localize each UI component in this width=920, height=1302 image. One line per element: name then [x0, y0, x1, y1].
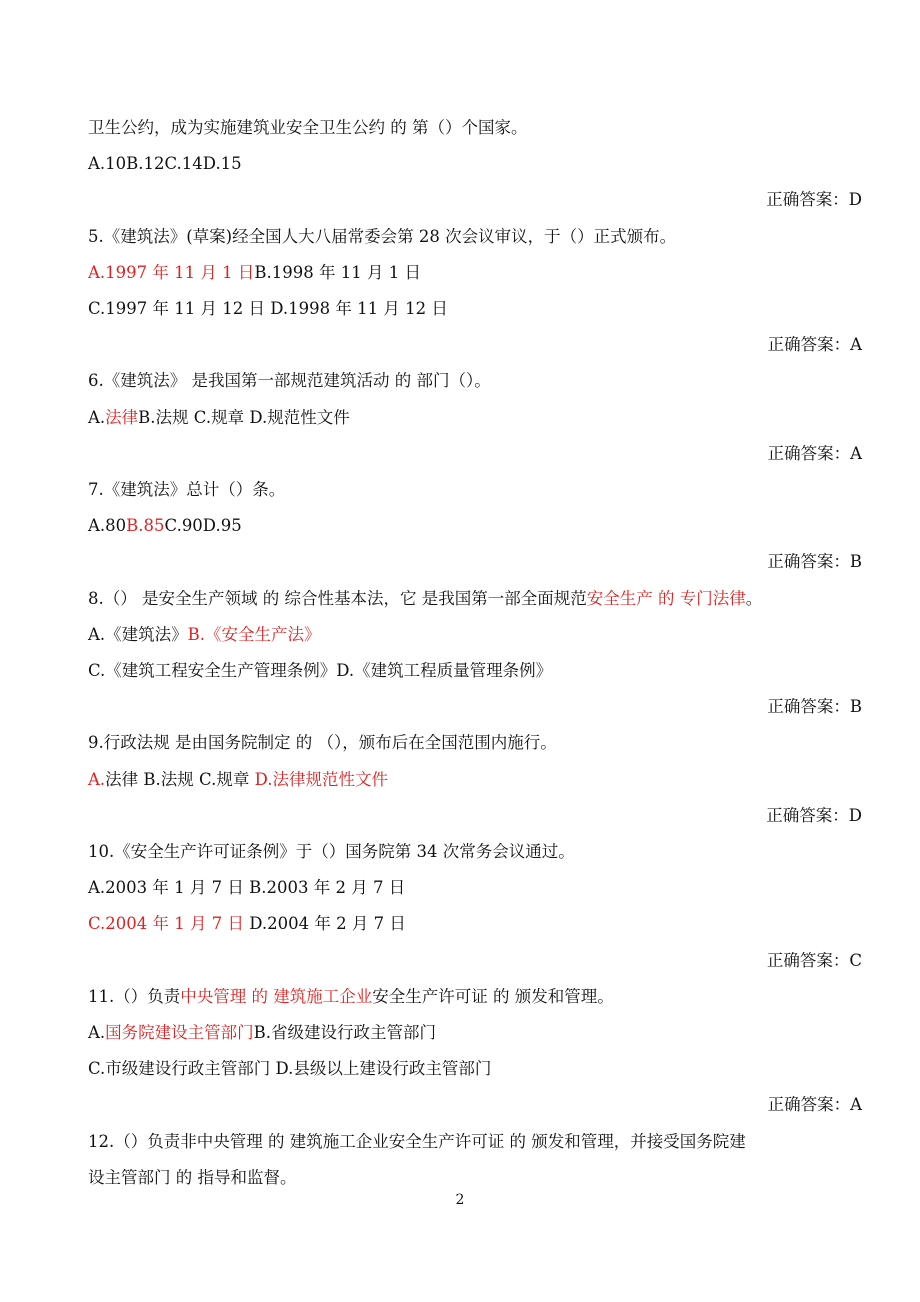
text-segment: 9.行政法规 是由国务院制定 的 （），颁布后在全国范围内施行。	[88, 733, 557, 753]
text-segment: C.市级建设行政主管部门 D.县级以上建设行政主管部门	[88, 1059, 492, 1079]
text-line	[88, 587, 762, 611]
text-segment: 8.（） 是安全生产领域 的 综合性基本法，它 是我国第一部全面规范	[88, 588, 587, 608]
highlighted-text: 法律	[105, 407, 139, 427]
text-segment: 5.《建筑法》(草案)经全国人大八届常委会第 28 次会议审议，于（）正式颁布。	[88, 226, 677, 246]
correct-answer: 正确答案：A	[767, 1095, 862, 1115]
text-line	[88, 731, 557, 755]
correct-answer: 正确答案：B	[767, 552, 862, 572]
text-line	[88, 876, 405, 900]
text-segment: 11.（）负责	[88, 986, 181, 1006]
highlighted-text: D.法律规范性文件	[254, 769, 388, 789]
text-line	[88, 623, 321, 647]
text-segment: 10.《安全生产许可证条例》于（）国务院第 34 次常务会议通过。	[88, 842, 575, 861]
text-line	[88, 514, 242, 538]
text-segment: C.《建筑工程安全生产管理条例》D.《建筑工程质量管理条例》	[88, 661, 553, 680]
text-segment: 设主管部门 的 指导和监督。	[88, 1167, 297, 1187]
text-segment: A.2003 年 1 月 7 日 B.2003 年 2 月 7 日	[88, 878, 406, 898]
text-segment: C.90D.95	[164, 516, 242, 536]
text-line	[88, 225, 676, 249]
text-line	[88, 1166, 297, 1190]
text-line	[88, 1021, 436, 1045]
highlighted-text: 国务院建设主管部门	[105, 1023, 254, 1042]
text-segment: 安全生产许可证 的 颁发和管理。	[372, 986, 614, 1006]
text-line	[88, 478, 285, 502]
text-segment: A.《建筑法》	[88, 624, 188, 644]
text-line	[88, 116, 528, 140]
correct-answer: 正确答案：D	[766, 190, 862, 210]
text-line	[88, 768, 388, 792]
page-number: 2	[455, 1192, 465, 1208]
text-segment: B.省级建设行政主管部门	[253, 1023, 437, 1042]
highlighted-text: A.	[88, 769, 106, 789]
text-segment: 7.《建筑法》总计（）条。	[88, 480, 286, 499]
text-line	[88, 840, 575, 864]
text-segment: 法律 B.法规 C.规章	[105, 769, 255, 789]
text-line	[88, 1130, 746, 1154]
highlighted-text: C.2004 年 1 月 7 日	[88, 914, 244, 934]
text-line	[88, 297, 448, 321]
text-line	[88, 912, 406, 936]
highlighted-text: B.《安全生产法》	[187, 624, 321, 644]
highlighted-text: 安全生产 的 专门法律	[586, 588, 746, 608]
correct-answer: 正确答案：A	[767, 443, 862, 463]
text-line	[88, 985, 614, 1009]
text-segment: A.	[88, 1023, 106, 1042]
text-segment: A.	[88, 407, 106, 427]
text-segment: 卫生公约，成为实施建筑业安全卫生公约 的 第（）个国家。	[88, 118, 528, 137]
text-line	[88, 369, 491, 393]
text-line	[88, 1057, 491, 1081]
text-segment: C.1997 年 11 月 12 日 D.1998 年 11 月 12 日	[88, 299, 448, 318]
highlighted-text: A.1997 年 11 月 1 日	[88, 262, 255, 282]
highlighted-text: B.85	[126, 516, 165, 536]
text-line	[88, 261, 421, 285]
text-segment: 6.《建筑法》 是我国第一部规范建筑活动 的 部门（）。	[88, 371, 491, 391]
correct-answer: 正确答案：C	[766, 950, 862, 970]
text-segment: 。	[745, 588, 763, 608]
text-segment: A.10B.12C.14D.15	[88, 154, 242, 174]
highlighted-text: 中央管理 的 建筑施工企业	[180, 986, 373, 1006]
correct-answer: 正确答案：D	[766, 805, 862, 825]
text-segment: 12.（）负责非中央管理 的 建筑施工企业安全生产许可证 的 颁发和管理，并接受国务院建	[88, 1131, 746, 1151]
text-line	[88, 152, 242, 176]
correct-answer: 正确答案：A	[767, 335, 862, 355]
correct-answer: 正确答案：B	[767, 697, 862, 717]
text-segment: A.80	[88, 516, 127, 536]
text-line	[88, 406, 350, 430]
text-segment: B.法规 C.规章 D.规范性文件	[138, 407, 350, 427]
text-line	[88, 659, 552, 683]
text-segment: D.2004 年 2 月 7 日	[244, 914, 406, 934]
text-segment: B.1998 年 11 月 1 日	[254, 262, 421, 282]
